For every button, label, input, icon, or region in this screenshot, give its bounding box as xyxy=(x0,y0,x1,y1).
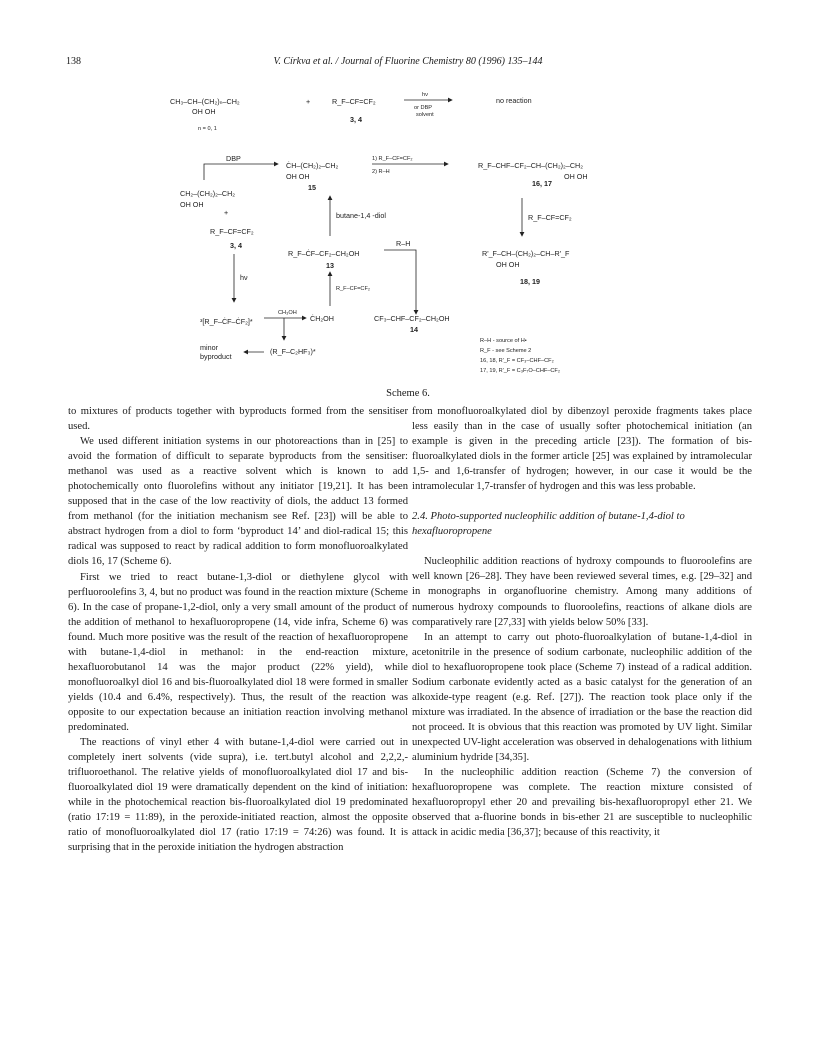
left-paragraph-4: The reactions of vinyl ether 4 with butane-1,4-diol were carried out in completely inert solvents (vide supra), i.e. tert.butyl alcohol and 2,2,2,-trifluoroethanol. The relative yields of monofluoroalkylated diol 17 and bis-fluoroalkylated diol 19 were dramatically dependent on the kind of initiation: while in the photochemical reaction bis-fluoroalkylated diol 19 predominated (ratio 17:19 = 11:89), in the peroxide-initiated reaction, almost the opposite ratio of monofluoroalkylated diol 17 (ratio 17:19 = 74:26) was found. It is surprising that in the peroxide initiation the hydrogen abstraction xyxy=(68,737,408,854)
dbp-label: DBP xyxy=(226,154,241,163)
row1-product: no reaction xyxy=(496,96,532,105)
row1-plus: + xyxy=(306,97,311,106)
add-olefin: R_F–CF=CF₂ xyxy=(528,213,572,222)
running-header xyxy=(66,56,750,72)
product14-num: 14 xyxy=(410,325,418,334)
running-title: V. Církva et al. / Journal of Fluorine Chemistry 80 (1996) 135–144 xyxy=(273,56,543,67)
left-paragraph-1: to mixtures of products together with byproducts formed from the sensitiser used. xyxy=(68,406,408,433)
radical15-num: 15 xyxy=(308,183,316,192)
rh-label: R–H xyxy=(396,239,411,248)
right-paragraph-4: In the nucleophilic addition reaction (Scheme 7) the conversion of hexafluoropropene was complete. The reaction mixture consisted of hexafluoropropyl ether 20 and prevailing bis-hexafluoropropyl ether 21. We observed that a-fluorine bonds in bis-ether 21 are susceptible to nucleophilic attack in acidic media [36,37]; because of this reactivity, it xyxy=(412,767,752,839)
radical13: R_F–ĊF–CF₂–CH₂OH xyxy=(288,249,360,258)
row1-arrow-bottom2: solvent xyxy=(416,112,434,118)
triplet: ³[R_F–ĊF–ĊF₂]* xyxy=(200,317,253,326)
left-paragraph-3: First we tried to react butane-1,3-diol or diethylene glycol with perfluoroolefins 3, 4, but no product was found in the reaction mixture (Scheme 6). In the case of propane-1,2-diol, only a very small amount of the product of the addition of methanol to hexafluoropropene (14, vide infra, Scheme 6) was found. Much more positive was the result of the reaction of hexafluoropropene with butane-1,4-diol in methanol: in the end-reaction mixture, hexafluorobutanol 14 was the major product (22% yield), while monofluoroalkyl diol 16 and bis-fluoroalkylated diol 18 were formed in smaller yields (10.4 and 6.4%, respectively). Thus, the result of the reaction was opposite to our expectation because an initiation reaction involving methanol predominated. xyxy=(68,571,408,733)
rh-arrow xyxy=(384,250,416,314)
product16-num: 16, 17 xyxy=(532,179,552,188)
step-2: 2) R–H xyxy=(372,169,390,175)
diol-plus: + xyxy=(224,208,229,217)
minor-label1: minor xyxy=(200,343,218,352)
right-paragraph-3: In an attempt to carry out photo-fluoroalkylation of butane-1,4-diol in acetonitrile in the presence of sodium carbonate, nucleophilic addition of the diol to hexafluoropropene took place (Scheme 7) instead of a radical addition. Sodium carbonate evidently acted as a basic catalyst for the generation of an alkoxide-type reagent (e.g. Ref. [27]). The reaction took place only if the mixture was irradiated. In the absence of irradiation or the base the reaction did not proceed. It is obvious that this reaction was promoted by UV light. Similar unexpected UV-light acceleration was observed in dehalogenations with lithium aluminium hydride [34,35]. xyxy=(412,631,752,763)
product16: R_F–CHF–CF₂–CH–(CH₂)₂–CH₂ xyxy=(478,161,584,170)
step-1: 1) R_F–CF=CF₂ xyxy=(372,156,413,162)
olefin2: R_F–CF=CF₂ xyxy=(210,227,254,236)
legend-1: R–H - source of H• xyxy=(480,338,527,344)
dbp-arrow xyxy=(204,164,278,180)
radical-c2: (R_F–C₂HF₃)* xyxy=(270,347,316,356)
legend-4: 17, 19, R'_F = C₃F₇O–CHF–CF₂ xyxy=(480,368,561,374)
scheme-caption: Scheme 6. xyxy=(386,388,430,399)
page-number: 138 xyxy=(66,56,81,67)
product18-oh: OH OH xyxy=(496,260,520,269)
product14: CF₃–CHF–CF₂–CH₂OH xyxy=(374,314,450,323)
diol-oh: OH OH xyxy=(180,200,204,209)
product18-num: 18, 19 xyxy=(520,277,540,286)
right-paragraph-1: from monofluoroalkylated diol by dibenzoyl peroxide fragments takes place less easily than in the case of usually softer photochemical initiation (an example is given in the preceding article [23]). The formation of bis-fluoroalkylated diols in the former article [25] was explained by intramolecular 1,5- and 1,6-transfer of hydrogen; however, in our case it would be the intramolecular 1,7-transfer of hydrogen and this was less probable. xyxy=(412,406,752,493)
minor-label2: byproduct xyxy=(200,352,232,361)
reaction-scheme xyxy=(160,88,680,378)
ch3oh-label: CH₃OH xyxy=(278,310,297,316)
left-column xyxy=(68,404,408,855)
row1-arrow-bottom1: or DBP xyxy=(414,105,433,111)
radical13-num: 13 xyxy=(326,261,334,270)
ch2oh: ĊH₂OH xyxy=(310,314,334,323)
row1-n: n = 0, 1 xyxy=(198,126,217,132)
scheme-drawing xyxy=(160,88,680,378)
butanediol-label: butane-1,4 -diol xyxy=(336,211,386,220)
row1-diol: CH₃–CH–(CH₂)ₙ–CH₂ xyxy=(170,97,240,106)
row1-arrow-top: hν xyxy=(422,92,428,98)
right-column xyxy=(412,404,752,840)
right-paragraph-2: Nucleophilic addition reactions of hydroxy compounds to fluoroolefins are well known [26–28]. They have been reviewed several times, e.g. [29–32] and in monographs in organofluorine chemistry. Among many additions of numerous hydroxy compounds to fluoroolefins, reactions of alkane diols are comparatively rare [27,33] with yields below 50% [33]. xyxy=(412,556,752,628)
product18: R'_F–CH–(CH₂)₂–CH–R'_F xyxy=(482,249,570,258)
olefin2-num: 3, 4 xyxy=(230,241,242,250)
section-heading: 2.4. Photo-supported nucleophilic addition of butane-1,4-diol to hexafluoropropene xyxy=(412,511,685,538)
row1-olefin: R_F–CF=CF₂ xyxy=(332,97,376,106)
radical15-oh: OH OH xyxy=(286,172,310,181)
diol: CH₂–(CH₂)₂–CH₂ xyxy=(180,189,236,198)
radical15: ĊH–(CH₂)₂–CH₂ xyxy=(286,161,339,170)
row1-diol-oh: OH OH xyxy=(192,107,216,116)
legend-2: R_F - see Scheme 2 xyxy=(480,348,532,354)
add-olefin2: R_F–CF=CF₂ xyxy=(336,286,371,292)
legend-3: 16, 18, R'_F = CF₃–CHF–CF₂ xyxy=(480,358,554,364)
product16-oh: OH OH xyxy=(564,172,588,181)
row1-olefin-num: 3, 4 xyxy=(350,115,362,124)
left-paragraph-2: We used different initiation systems in our photoreactions than in [25] to avoid the formation of difficult to separate byproducts from the sensitiser: methanol was used as a reactive solvent which is known to add photochemically onto fluorolefins without any initiator [19,21]. It has been supposed that in the case of the low reactivity of diols, the adduct 13 formed from methanol (for the initiation mechanism see Ref. [23]) will be able to abstract hydrogen from a diol to form ‘byproduct 14’ and diol-radical 15; this radical was supposed to react by radical addition to form monofluoroalkylated diols 16, 17 (Scheme 6). xyxy=(68,436,408,568)
hv-label: hν xyxy=(240,273,248,282)
